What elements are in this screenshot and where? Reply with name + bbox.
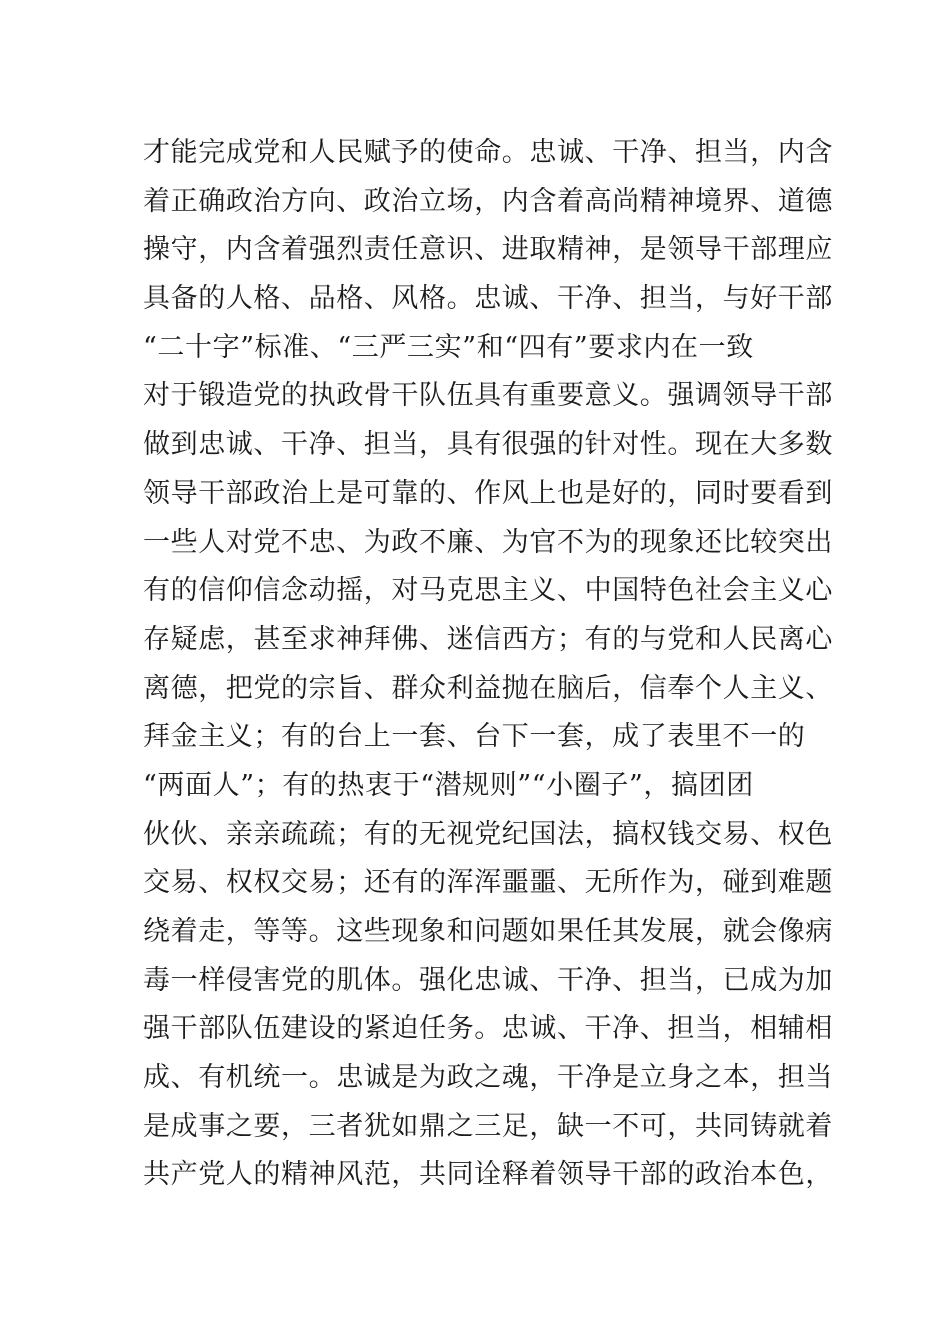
text-line: 拜金主义；有的台上一套、台下一套，成了表里不一的 — [143, 721, 806, 753]
text-line: 做到忠诚、干净、担当，具有很强的针对性。现在大多数 — [143, 429, 833, 461]
text-line: 才能完成党和人民赋予的使命。忠诚、干净、担当，内含 — [143, 137, 833, 168]
text-line: 着正确政治方向、政治立场，内含着高尚精神境界、道德 — [143, 185, 833, 217]
text-line: 共产党人的精神风范，共同诠释着领导干部的政治本色， — [143, 1159, 833, 1191]
text-line: 一些人对党不忠、为政不廉、为官不为的现象还比较突出 — [143, 526, 833, 558]
text-line: 操守，内含着强烈责任意识、进取精神，是领导干部理应 — [143, 234, 833, 266]
text-line: 有的信仰信念动摇，对马克思主义、中国特色社会主义心 — [143, 575, 833, 607]
text-line: 强干部队伍建设的紧迫任务。忠诚、干净、担当，相辅相 — [143, 1013, 833, 1045]
text-line: 领导干部政治上是可靠的、作风上也是好的，同时要看到 — [143, 477, 833, 509]
text-line: 成、有机统一。忠诚是为政之魂，干净是立身之本，担当 — [143, 1062, 833, 1094]
text-line: 离德，把党的宗旨、群众利益抛在脑后，信奉个人主义、 — [143, 672, 833, 704]
text-line: 对于锻造党的执政骨干队伍具有重要意义。强调领导干部 — [143, 380, 833, 412]
text-line: “两面人”；有的热衷于“潜规则”“小圈子”，搞团团 — [143, 769, 754, 801]
text-line: “二十字”标准、“三严三实”和“四有”要求内在一致 — [143, 331, 754, 363]
text-line: 是成事之要，三者犹如鼎之三足，缺一不可，共同铸就着 — [143, 1110, 833, 1142]
text-line: 绕着走，等等。这些现象和问题如果任其发展，就会像病 — [143, 916, 833, 947]
body-text — [143, 129, 833, 1200]
text-line: 具备的人格、品格、风格。忠诚、干净、担当，与好干部 — [143, 283, 833, 315]
text-line: 交易、权权交易；还有的浑浑噩噩、无所作为，碰到难题 — [143, 867, 833, 899]
text-line: 毒一样侵害党的肌体。强化忠诚、干净、担当，已成为加 — [143, 964, 833, 996]
text-line: 伙伙、亲亲疏疏；有的无视党纪国法，搞权钱交易、权色 — [143, 818, 833, 850]
text-line: 存疑虑，甚至求神拜佛、迷信西方；有的与党和人民离心 — [143, 623, 833, 655]
